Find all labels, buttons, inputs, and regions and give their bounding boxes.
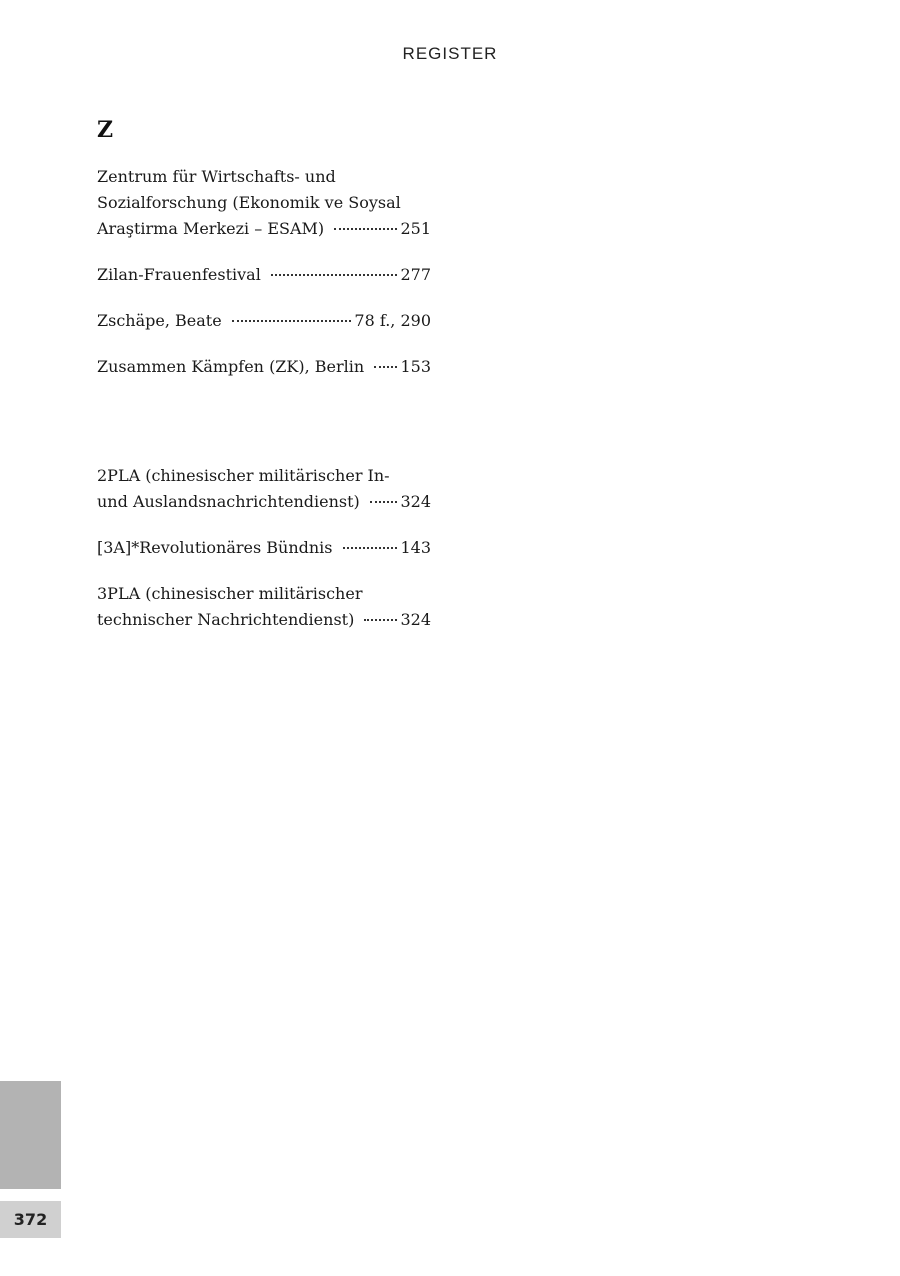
entry-pages: 251 (400, 219, 431, 238)
dot-leader (364, 619, 397, 621)
index-entry-zilan (97, 262, 431, 288)
entry-term: Araştirma Merkezi – ESAM) (97, 219, 325, 238)
dot-leader (374, 366, 397, 368)
dot-leader (334, 228, 397, 230)
letter-heading: Z (97, 117, 114, 143)
dot-leader (232, 320, 352, 322)
index-section-z (97, 164, 431, 400)
dot-leader (271, 274, 398, 276)
dot-leader (343, 547, 398, 549)
entry-pages: 143 (400, 538, 431, 557)
index-entry-zentrum (97, 164, 431, 242)
entry-term: Zschäpe, Beate (97, 311, 222, 330)
margin-thumb-tab (0, 1081, 61, 1189)
entry-term: Zusammen Kämpfen (ZK), Berlin (97, 357, 365, 376)
running-head: REGISTER (402, 44, 498, 63)
entry-term: [3A]*Revolutionäres Bündnis (97, 538, 333, 557)
entry-pages: 277 (400, 265, 431, 284)
entry-text-line: Zentrum für Wirtschafts- und (97, 167, 336, 186)
index-entry-2pla (97, 463, 431, 515)
index-entry-3pla (97, 581, 431, 633)
entry-text-line: Sozialforschung (Ekonomik ve Soysal (97, 193, 401, 212)
index-entry-3a (97, 535, 431, 561)
entry-pages: 324 (400, 492, 431, 511)
entry-term: Zilan-Frauenfestival (97, 265, 261, 284)
entry-term: technischer Nachrichtendienst) (97, 610, 355, 629)
index-entry-zusammen (97, 354, 431, 380)
index-entry-zschaepe (97, 308, 431, 334)
entry-pages: 78 f., 290 (354, 311, 431, 330)
index-section-numeric (97, 463, 431, 653)
entry-pages: 153 (400, 357, 431, 376)
entry-text-line: 2PLA (chinesischer militärischer In- (97, 466, 390, 485)
entry-term: und Auslandsnachrichtendienst) (97, 492, 360, 511)
entry-text-line: 3PLA (chinesischer militärischer (97, 584, 363, 603)
entry-pages: 324 (400, 610, 431, 629)
page-number: 372 (0, 1201, 61, 1238)
dot-leader (370, 501, 398, 503)
